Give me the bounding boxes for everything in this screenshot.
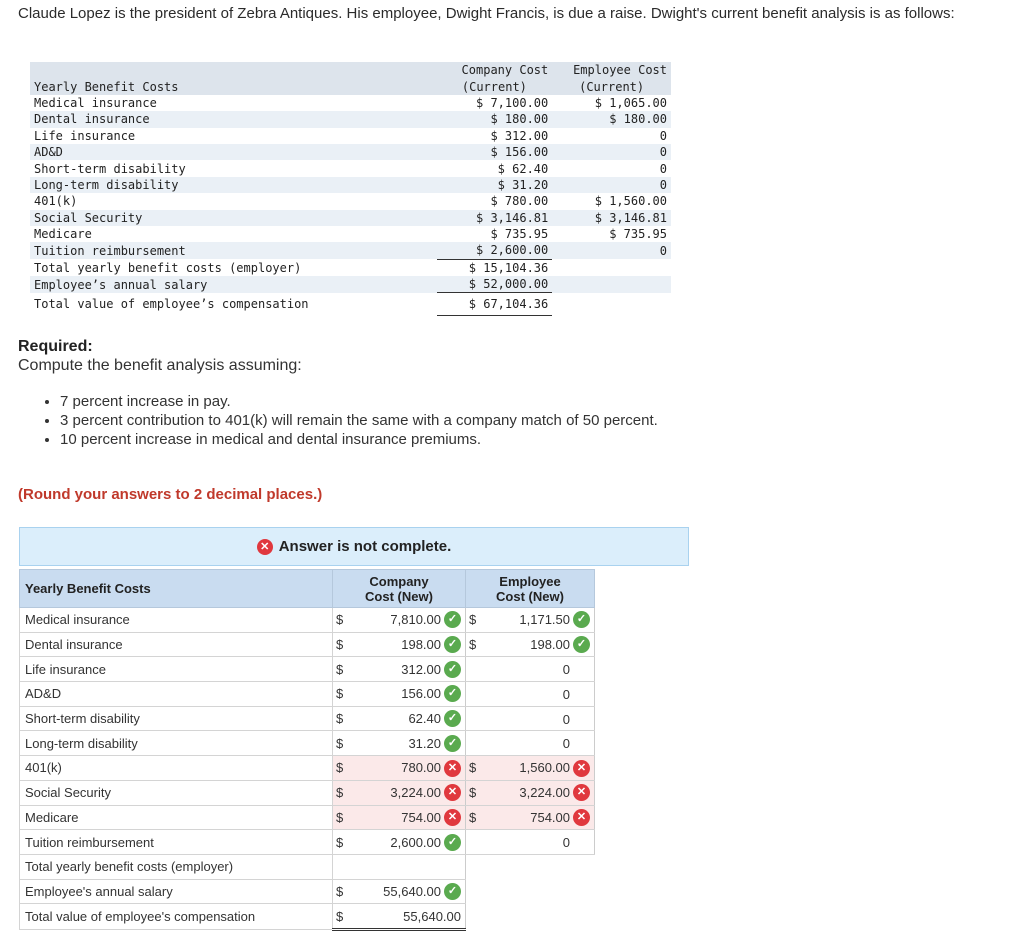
check-icon: ✓ [444,710,461,727]
given-row-label: Life insurance [34,128,136,143]
given-employee-cost: $ 3,146.81 [552,210,671,226]
given-company-cost: $ 180.00 [437,111,553,127]
answer-row-label: Medicare [20,805,333,830]
check-icon: ✓ [444,636,461,653]
company-cost-input[interactable] [351,879,465,904]
company-dollar-sign: $ [333,904,352,930]
check-icon: ✓ [573,611,590,628]
rounding-note: (Round your answers to 2 decimal places.) [18,486,323,503]
company-cost-value: 7,810.00 [390,612,441,628]
employee-cost-input[interactable] [483,830,594,855]
employee-cost-input[interactable] [483,904,594,930]
given-row [30,276,671,293]
employee-dollar-sign: $ [466,756,484,781]
company-cost-input[interactable] [351,731,465,756]
requirements-list [42,392,658,449]
answer-row-label: Tuition reimbursement [20,830,333,855]
requirement-item: • 10 percent increase in medical and dental insurance premiums. [60,430,658,449]
answer-status-banner [19,527,689,566]
employee-dollar-sign: $ [466,805,484,830]
given-row [30,193,671,209]
given-row [30,226,671,242]
given-row [30,242,671,259]
company-cost-value: 55,640.00 [403,909,461,925]
employee-dollar-sign: $ [466,780,484,805]
answer-row [20,805,595,830]
employee-dollar-sign [466,904,484,930]
answer-row-label: Dental insurance [20,632,333,657]
company-cost-input[interactable] [351,830,465,855]
answer-row-label: Short-term disability [20,706,333,731]
employee-dollar-sign [466,731,484,756]
company-cost-header-2: (Current) [437,78,553,94]
company-dollar-sign: $ [333,805,352,830]
company-cost-value: 312.00 [401,661,441,677]
employee-cost-input[interactable] [483,731,594,756]
answer-row [20,657,595,682]
given-company-cost: $ 67,104.36 [437,293,553,316]
company-cost-value: 780.00 [401,760,441,776]
company-dollar-sign [333,854,352,879]
company-cost-value: 55,640.00 [383,883,441,899]
required-text: Compute the benefit analysis assuming: [18,357,302,374]
check-icon: ✓ [444,834,461,851]
given-employee-cost: 0 [659,161,667,176]
check-icon: ✓ [444,883,461,900]
given-company-cost: $ 312.00 [490,128,549,143]
given-employee-cost: 0 [552,177,671,193]
company-cost-input[interactable] [351,706,465,731]
company-dollar-sign: $ [333,608,352,633]
company-cost-input[interactable] [351,608,465,633]
company-dollar-sign: $ [333,657,352,682]
given-row [30,259,671,276]
given-row [30,144,671,160]
given-row-label: Employee’s annual salary [30,276,437,293]
answer-row [20,854,595,879]
answer-row-label: Life insurance [20,657,333,682]
employee-cost-header-2: (Current) [552,78,671,94]
given-row [30,128,671,144]
given-row-label: Social Security [30,210,437,226]
given-company-cost: $ 156.00 [437,144,553,160]
answer-row-label: 401(k) [20,756,333,781]
answer-row [20,706,595,731]
employee-cost-input[interactable] [483,608,594,633]
given-row-label: AD&D [30,144,437,160]
answer-row [20,830,595,855]
given-row-label: Tuition reimbursement [30,242,437,259]
given-row-label: Short-term disability [34,161,186,176]
company-cost-input[interactable] [351,682,465,707]
employee-dollar-sign: $ [466,608,484,633]
given-row [30,210,671,226]
given-row-label: Long-term disability [30,177,437,193]
given-row-label: Total yearly benefit costs (employer) [34,260,302,275]
given-row-label: Medicare [34,227,92,242]
employee-cost-input[interactable] [483,706,594,731]
answer-status-message: Answer is not complete. [278,538,452,555]
employee-cost-input[interactable] [483,632,594,657]
given-row [30,293,671,316]
employee-new-header: Employee Cost (New) [466,570,595,608]
given-employee-cost: 0 [552,144,671,160]
required-title: Required: [18,338,93,355]
check-icon: ✓ [444,661,461,678]
employee-cost-input[interactable] [483,780,594,805]
answer-row [20,608,595,633]
given-row-label: 401(k) [34,194,78,209]
given-row-label: Dental insurance [30,111,437,127]
employee-dollar-sign [466,879,484,904]
requirement-item: • 3 percent contribution to 401(k) will remain the same with a company match of 50 percent. [60,411,658,430]
answer-row-label: Long-term disability [20,731,333,756]
given-company-cost: $ 31.20 [437,177,553,193]
error-icon: ✕ [444,784,461,801]
given-row-label: Medical insurance [34,95,157,110]
answer-row-label: AD&D [20,682,333,707]
answer-row-label: Employee's annual salary [20,879,333,904]
employee-cost-value: 0 [562,686,570,702]
company-cost-value: 2,600.00 [390,834,441,850]
employee-dollar-sign [466,657,484,682]
check-icon: ✓ [573,636,590,653]
given-row [30,160,671,176]
given-employee-cost: $ 180.00 [552,111,671,127]
employee-cost-input[interactable] [483,682,594,707]
given-company-cost: $ 3,146.81 [437,210,553,226]
given-employee-cost: 0 [552,242,671,259]
given-company-cost: $ 2,600.00 [437,242,553,259]
company-dollar-sign: $ [333,879,352,904]
check-icon: ✓ [444,611,461,628]
employee-dollar-sign [466,706,484,731]
error-icon: ✕ [444,760,461,777]
answer-table [19,569,595,931]
answer-row [20,879,595,904]
given-employee-cost: $ 735.95 [609,227,667,242]
employee-cost-value: 0 [562,711,570,727]
company-cost-value: 31.20 [408,735,441,751]
employee-dollar-sign [466,830,484,855]
company-cost-value: 156.00 [401,686,441,702]
answer-row [20,780,595,805]
company-cost-input[interactable] [351,657,465,682]
answer-label-header: Yearly Benefit Costs [20,570,333,608]
given-label-header: Yearly Benefit Costs [30,78,437,94]
given-employee-cost [552,276,671,293]
company-dollar-sign: $ [333,632,352,657]
answer-row-label: Total yearly benefit costs (employer) [20,854,333,879]
given-employee-cost [552,259,671,276]
company-cost-input[interactable] [351,780,465,805]
company-dollar-sign: $ [333,756,352,781]
given-company-cost: $ 15,104.36 [468,260,549,275]
answer-row-label: Medical insurance [20,608,333,633]
employee-cost-input[interactable] [483,854,594,879]
employee-cost-input[interactable] [483,756,594,781]
given-employee-cost: $ 1,560.00 [594,194,667,209]
company-cost-value: 198.00 [401,637,441,653]
check-icon: ✓ [444,735,461,752]
company-cost-value: 754.00 [401,809,441,825]
employee-cost-value: 3,224.00 [519,785,570,801]
given-company-cost: $ 62.40 [497,161,549,176]
given-employee-cost [552,293,671,316]
employee-cost-value: 0 [562,835,570,851]
error-icon: ✕ [573,784,590,801]
problem-intro: Claude Lopez is the president of Zebra Antiques. His employee, Dwight Francis, is due a raise. Dwight's current benefit analysis is as follows: [18,5,955,22]
answer-row [20,904,595,930]
company-cost-input[interactable] [351,632,465,657]
employee-cost-value: 1,171.50 [519,612,570,628]
given-company-cost: $ 780.00 [490,194,549,209]
error-icon: ✕ [573,760,590,777]
given-row [30,177,671,193]
given-company-cost: $ 52,000.00 [437,276,553,293]
answer-row [20,632,595,657]
employee-cost-input[interactable] [483,805,594,830]
check-icon: ✓ [444,685,461,702]
employee-cost-input[interactable] [483,657,594,682]
answer-row [20,682,595,707]
given-company-cost: $ 7,100.00 [476,95,549,110]
employee-dollar-sign [466,682,484,707]
answer-row-label: Total value of employee's compensation [20,904,333,930]
company-dollar-sign: $ [333,706,352,731]
answer-row [20,756,595,781]
current-benefit-table [30,62,671,316]
company-cost-value: 62.40 [408,711,441,727]
company-cost-header-1: Company Cost [437,62,553,78]
employee-cost-value: 754.00 [530,809,570,825]
given-company-cost: $ 735.95 [490,227,549,242]
employee-dollar-sign [466,854,484,879]
employee-cost-value: 198.00 [530,637,570,653]
employee-cost-value: 0 [562,662,570,678]
error-icon: ✕ [257,539,273,555]
employee-cost-input[interactable] [483,879,594,904]
given-row [30,111,671,127]
company-dollar-sign: $ [333,830,352,855]
company-dollar-sign: $ [333,731,352,756]
given-employee-cost: $ 1,065.00 [594,95,667,110]
company-dollar-sign: $ [333,682,352,707]
error-icon: ✕ [573,809,590,826]
company-cost-value: 3,224.00 [390,785,441,801]
employee-dollar-sign: $ [466,632,484,657]
error-icon: ✕ [444,809,461,826]
company-dollar-sign: $ [333,780,352,805]
employee-cost-value: 0 [562,736,570,752]
company-new-header: Company Cost (New) [333,570,466,608]
company-cost-input[interactable] [351,756,465,781]
company-cost-input[interactable] [351,904,465,930]
company-cost-input[interactable] [351,805,465,830]
given-employee-cost: 0 [659,128,667,143]
requirement-item: • 7 percent increase in pay. [60,392,658,411]
company-cost-input[interactable] [351,854,465,879]
employee-cost-value: 1,560.00 [519,760,570,776]
answer-row-label: Social Security [20,780,333,805]
given-row [30,95,671,111]
employee-cost-header-1: Employee Cost [552,62,671,78]
given-row-label: Total value of employee’s compensation [34,297,309,312]
answer-row [20,731,595,756]
